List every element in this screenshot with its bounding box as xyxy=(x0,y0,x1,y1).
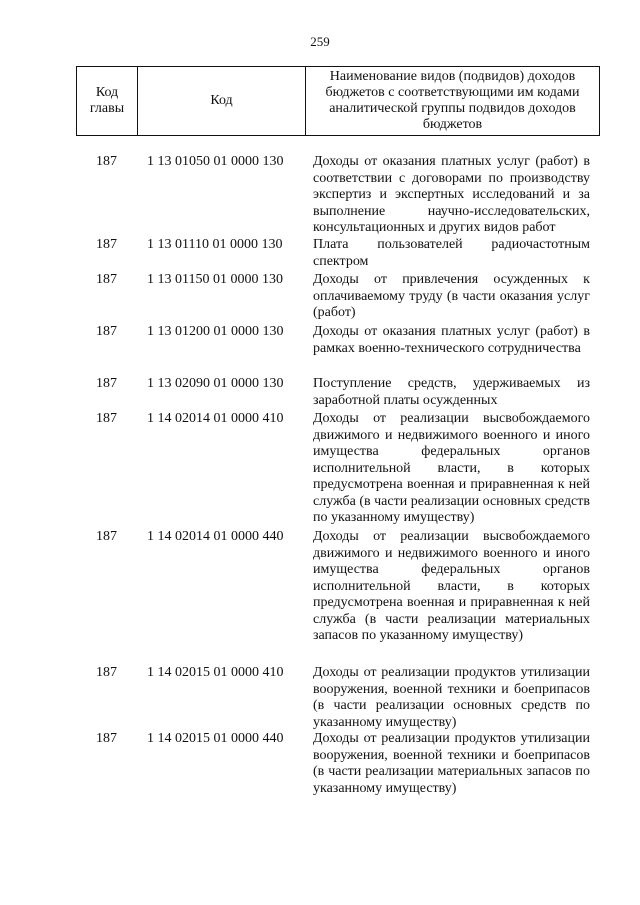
table-row xyxy=(76,665,600,731)
income-name-cell: Доходы от реализации продуктов утилизации вооружения, военной техники и боеприпасов (в части реализации основных средств по указанному имуществу) xyxy=(313,665,590,730)
table-row xyxy=(76,411,600,529)
income-code-cell: 1 14 02015 01 0000 410 xyxy=(147,665,284,680)
income-name-cell: Плата пользователей радиочастотным спектром xyxy=(313,237,590,269)
chapter-code-cell: 187 xyxy=(96,731,117,746)
income-name-cell: Доходы от реализации высвобождаемого движимого и недвижимого военного и иного имущества федеральных органов исполнительной власти, в которых предусмотрена военная и приравненная к ней служба (в части реализации основных средств по указанному имуществу) xyxy=(313,411,590,525)
income-code-cell: 1 14 02014 01 0000 410 xyxy=(147,411,284,426)
income-code-cell: 1 14 02014 01 0000 440 xyxy=(147,529,284,544)
income-name-cell: Доходы от реализации продуктов утилизации вооружения, военной техники и боеприпасов (в части реализации материальных запасов по указанному имуществу) xyxy=(313,731,590,796)
header-name: Наименование видов (подвидов) доходов бюджетов с соответствующими им кодами аналитической группы подвидов доходов бюджетов xyxy=(325,69,580,132)
chapter-code-cell: 187 xyxy=(96,324,117,339)
income-name-cell: Доходы от оказания платных услуг (работ) в рамках военно-технического сотрудничества xyxy=(313,324,590,356)
table-row xyxy=(76,272,600,324)
income-name-cell: Поступление средств, удерживаемых из заработной платы осужденных xyxy=(313,376,590,408)
chapter-code-cell: 187 xyxy=(96,272,117,287)
table-body xyxy=(76,154,600,817)
income-code-cell: 1 14 02015 01 0000 440 xyxy=(147,731,284,746)
income-code-cell: 1 13 01050 01 0000 130 xyxy=(147,154,284,169)
table-row xyxy=(76,154,600,237)
income-code-cell: 1 13 01150 01 0000 130 xyxy=(147,272,283,287)
table-row xyxy=(76,237,600,272)
header-chapter-code: Код главы xyxy=(77,67,138,135)
chapter-code-cell: 187 xyxy=(96,237,117,252)
chapter-code-cell: 187 xyxy=(96,665,117,680)
chapter-code-cell: 187 xyxy=(96,154,117,169)
chapter-code-cell: 187 xyxy=(96,411,117,426)
income-code-cell: 1 13 02090 01 0000 130 xyxy=(147,376,284,391)
income-name-cell: Доходы от оказания платных услуг (работ) в соответствии с договорами по производству экспертиз и экспертных исследований и за выполнение научно-исследовательских, консультационных и других видов работ xyxy=(313,154,590,235)
table-row xyxy=(76,376,600,411)
table-row xyxy=(76,324,600,376)
income-code-cell: 1 13 01110 01 0000 130 xyxy=(147,237,283,252)
income-name-cell: Доходы от привлечения осужденных к оплачиваемому труду (в части оказания услуг (работ) xyxy=(313,272,590,320)
income-name-cell: Доходы от реализации высвобождаемого движимого и недвижимого военного и иного имущества федеральных органов исполнительной власти, в которых предусмотрена военная и приравненная к ней служба (в части реализации материальных запасов по указанному имуществу) xyxy=(313,529,590,643)
chapter-code-cell: 187 xyxy=(96,529,117,544)
table-row xyxy=(76,731,600,817)
income-code-cell: 1 13 01200 01 0000 130 xyxy=(147,324,284,339)
table-header xyxy=(76,66,600,136)
page-number: 259 xyxy=(310,34,330,49)
chapter-code-cell: 187 xyxy=(96,376,117,391)
table-row xyxy=(76,529,600,665)
header-code: Код xyxy=(138,67,306,135)
